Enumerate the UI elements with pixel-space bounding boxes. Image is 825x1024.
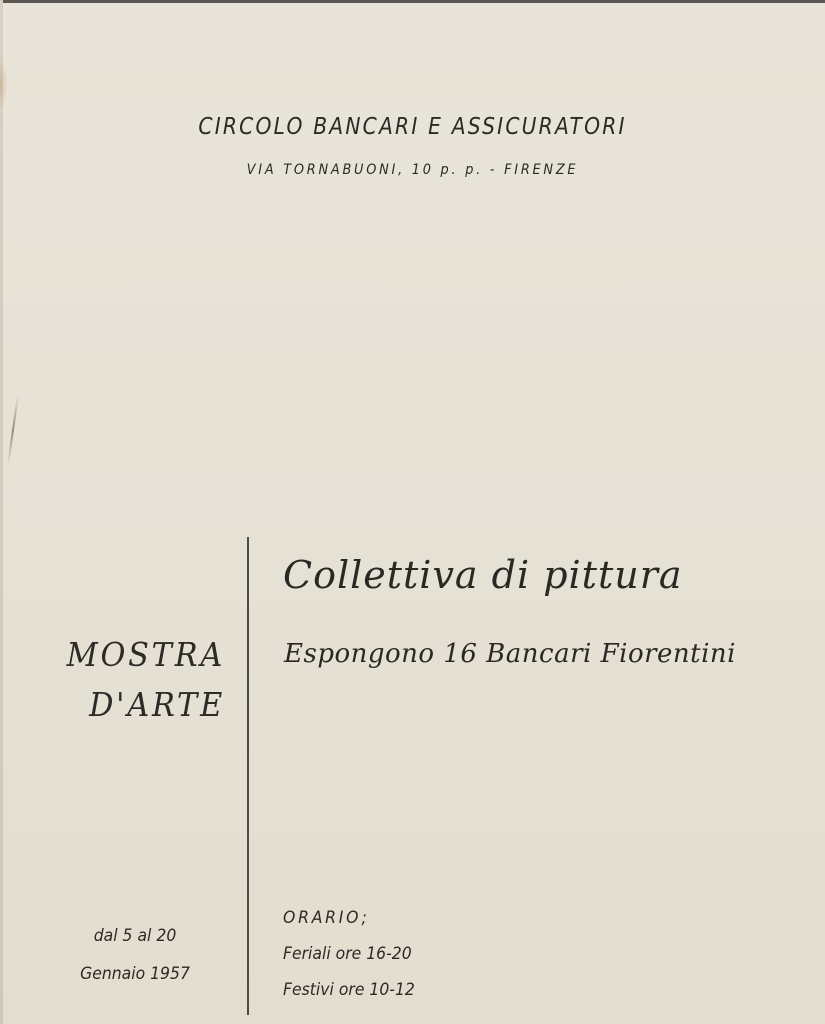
exhibition-dates — [57, 917, 213, 993]
paper-stain — [0, 60, 8, 110]
date-month-year: Gennaio 1957 — [80, 964, 190, 984]
exhibition-subtitle: Espongono 16 Bancari Fiorentini — [284, 639, 736, 669]
weekday-hours: Feriali ore 16-20 — [283, 944, 412, 964]
paper-crease — [7, 395, 19, 465]
vertical-divider — [247, 537, 249, 1015]
organization-address: VIA TORNABUONI, 10 p. p. - FIRENZE — [246, 162, 579, 178]
opening-hours-title: ORARIO; — [283, 908, 370, 928]
holiday-hours: Festivi ore 10-12 — [283, 980, 415, 1000]
opening-hours — [283, 900, 415, 1008]
organization-title: CIRCOLO BANCARI E ASSICURATORI — [198, 114, 627, 140]
date-range: dal 5 al 20 — [93, 926, 177, 946]
page-left-edge — [0, 0, 3, 1024]
exhibition-title: Collettiva di pittura — [283, 553, 683, 597]
page-top-edge — [0, 0, 825, 3]
exhibition-heading-line2: D'ARTE — [89, 685, 225, 724]
exhibition-heading — [64, 630, 225, 730]
exhibition-heading-line1: MOSTRA — [66, 635, 226, 674]
